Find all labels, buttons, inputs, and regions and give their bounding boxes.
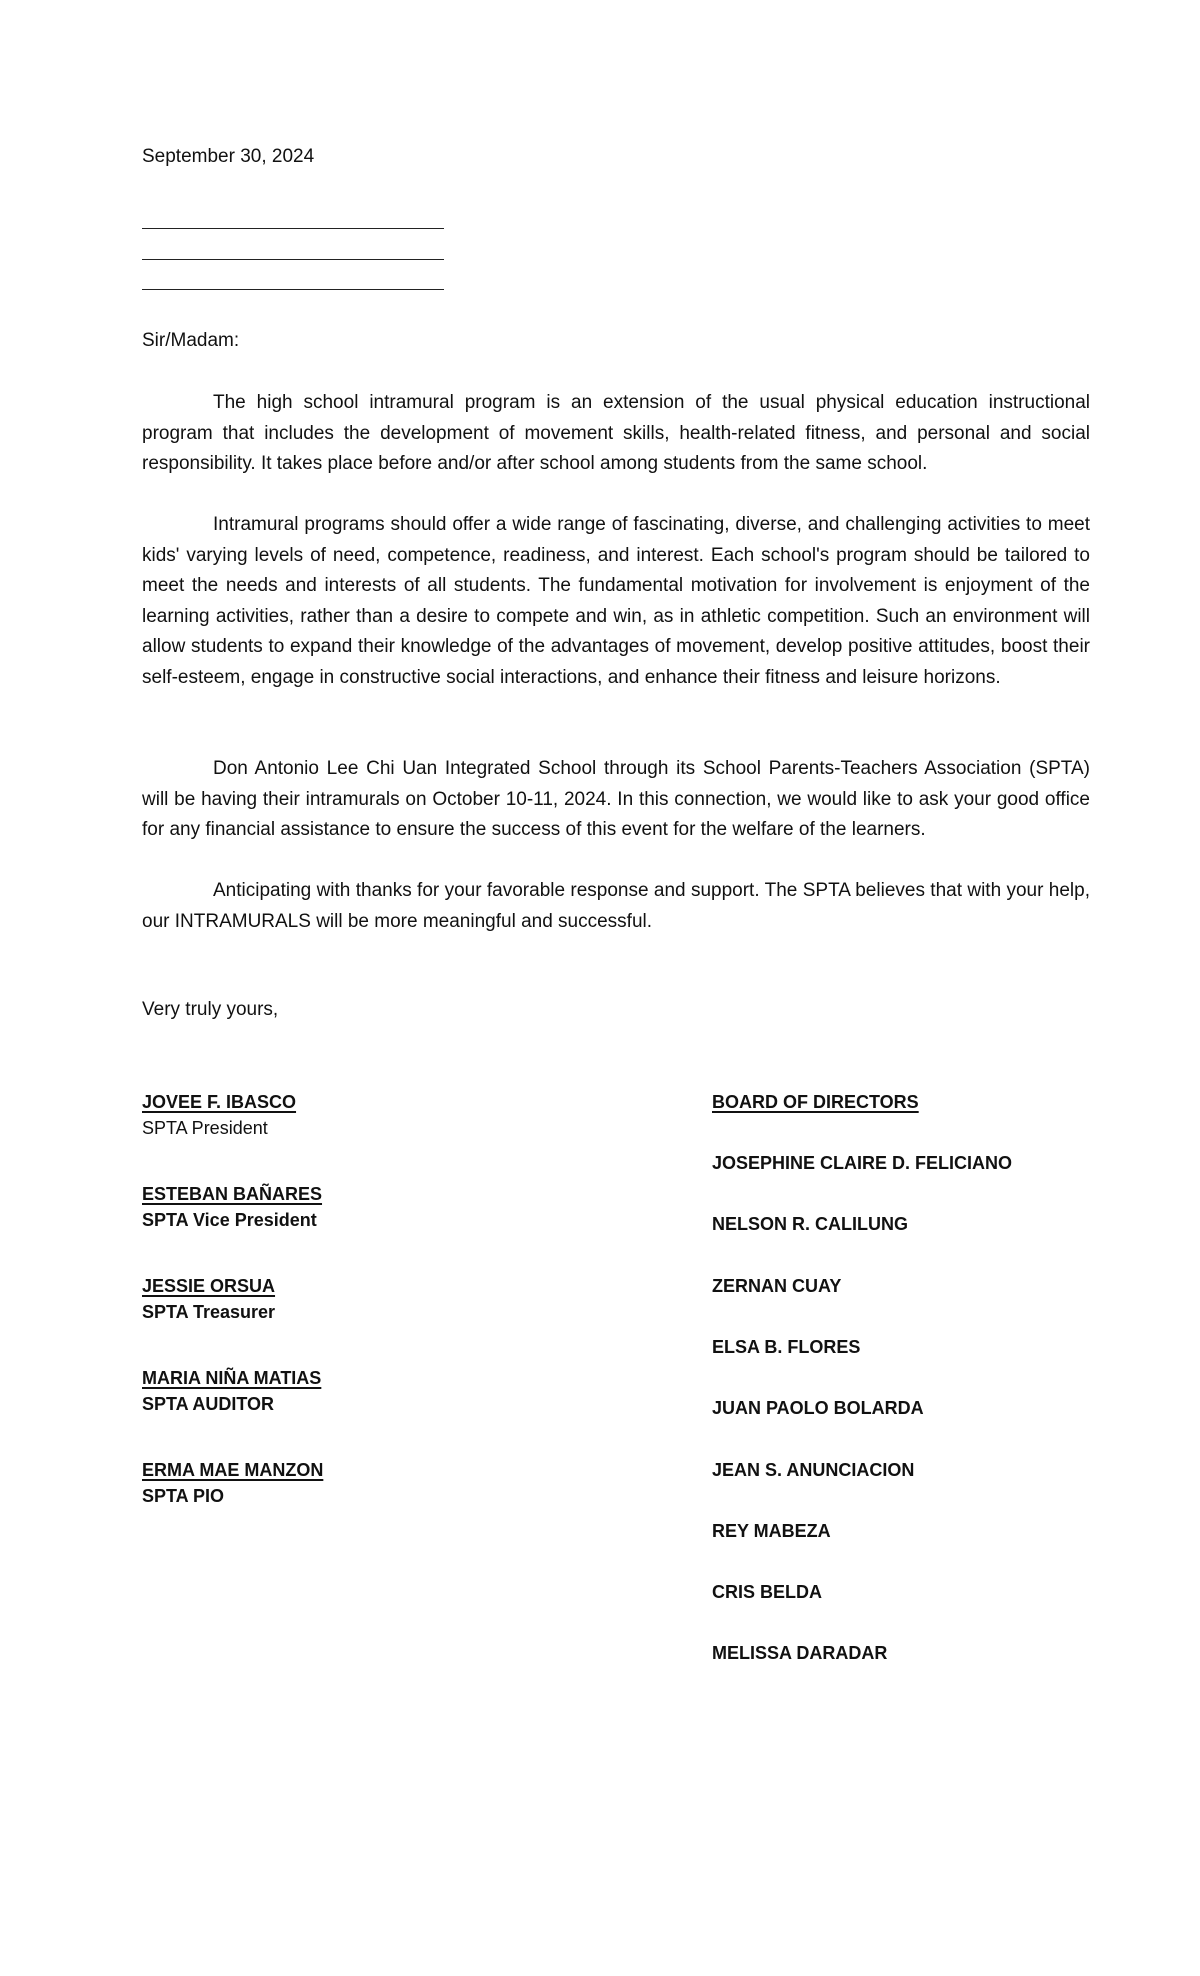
board-member: NELSON R. CALILUNG [712,1214,908,1234]
recipient-blank-line-2 [142,259,444,260]
officer-name: JESSIE ORSUA [142,1276,276,1296]
board-member: REY MABEZA [712,1521,831,1541]
officer-auditor [142,1365,321,1417]
body-paragraph-2: Intramural programs should offer a wide range of fascinating, diverse, and challenging activities to meet kids' varying levels of need, competence, readiness, and interest. Each school's program should be tailored to meet the needs and interests of all students. The fundamental motivation for involvement is enjoyment of the learning activities, rather than a desire to compete and win, as in athletic competition. Such an environment will allow students to expand their knowledge of the advantages of movement, develop positive attitudes, boost their self-esteem, engage in constructive social interactions, and enhance their fitness and leisure horizons. [142,514,1090,688]
board-member: JOSEPHINE CLAIRE D. FELICIANO [712,1153,1013,1173]
officer-name: MARIA NIÑA MATIAS [142,1368,322,1388]
officer-title: SPTA PIO [142,1486,225,1506]
officer-president [142,1089,296,1141]
officer-vice-president [142,1181,322,1233]
board-member: ZERNAN CUAY [712,1276,842,1296]
recipient-blank-line-1 [142,228,444,229]
officer-title: SPTA AUDITOR [142,1394,275,1414]
letter-date: September 30, 2024 [142,146,315,167]
board-member: JEAN S. ANUNCIACION [712,1460,915,1480]
officer-name: JOVEE F. IBASCO [142,1092,297,1112]
officer-treasurer [142,1273,275,1325]
officer-name: ERMA MAE MANZON [142,1460,324,1480]
body-paragraph-3: Don Antonio Lee Chi Uan Integrated School through its School Parents-Teachers Association (SPTA) will be having their intramurals on October 10-11, 2024. In this connection, we would like to ask your good office for any financial assistance to ensure the success of this event for the welfare of the learners. [142,758,1090,840]
board-member: MELISSA DARADAR [712,1643,888,1663]
board-heading: BOARD OF DIRECTORS [712,1092,919,1112]
salutation: Sir/Madam: [142,330,240,351]
complimentary-close: Very truly yours, [142,999,279,1020]
board-member: ELSA B. FLORES [712,1337,861,1357]
board-member: JUAN PAOLO BOLARDA [712,1398,924,1418]
officer-title: SPTA President [142,1118,268,1138]
recipient-blank-line-3 [142,289,444,290]
officer-pio [142,1457,323,1509]
officer-title: SPTA Vice President [142,1210,317,1230]
body-paragraph-4: Anticipating with thanks for your favorable response and support. The SPTA believes that with your help, our INTRAMURALS will be more meaningful and successful. [142,880,1090,932]
officer-title: SPTA Treasurer [142,1302,276,1322]
board-member: CRIS BELDA [712,1582,823,1602]
officer-name: ESTEBAN BAÑARES [142,1184,323,1204]
body-paragraph-1: The high school intramural program is an extension of the usual physical education instructional program that includes the development of movement skills, health-related fitness, and personal and social responsibility. It takes place before and/or after school among students from the same school. [142,392,1090,474]
